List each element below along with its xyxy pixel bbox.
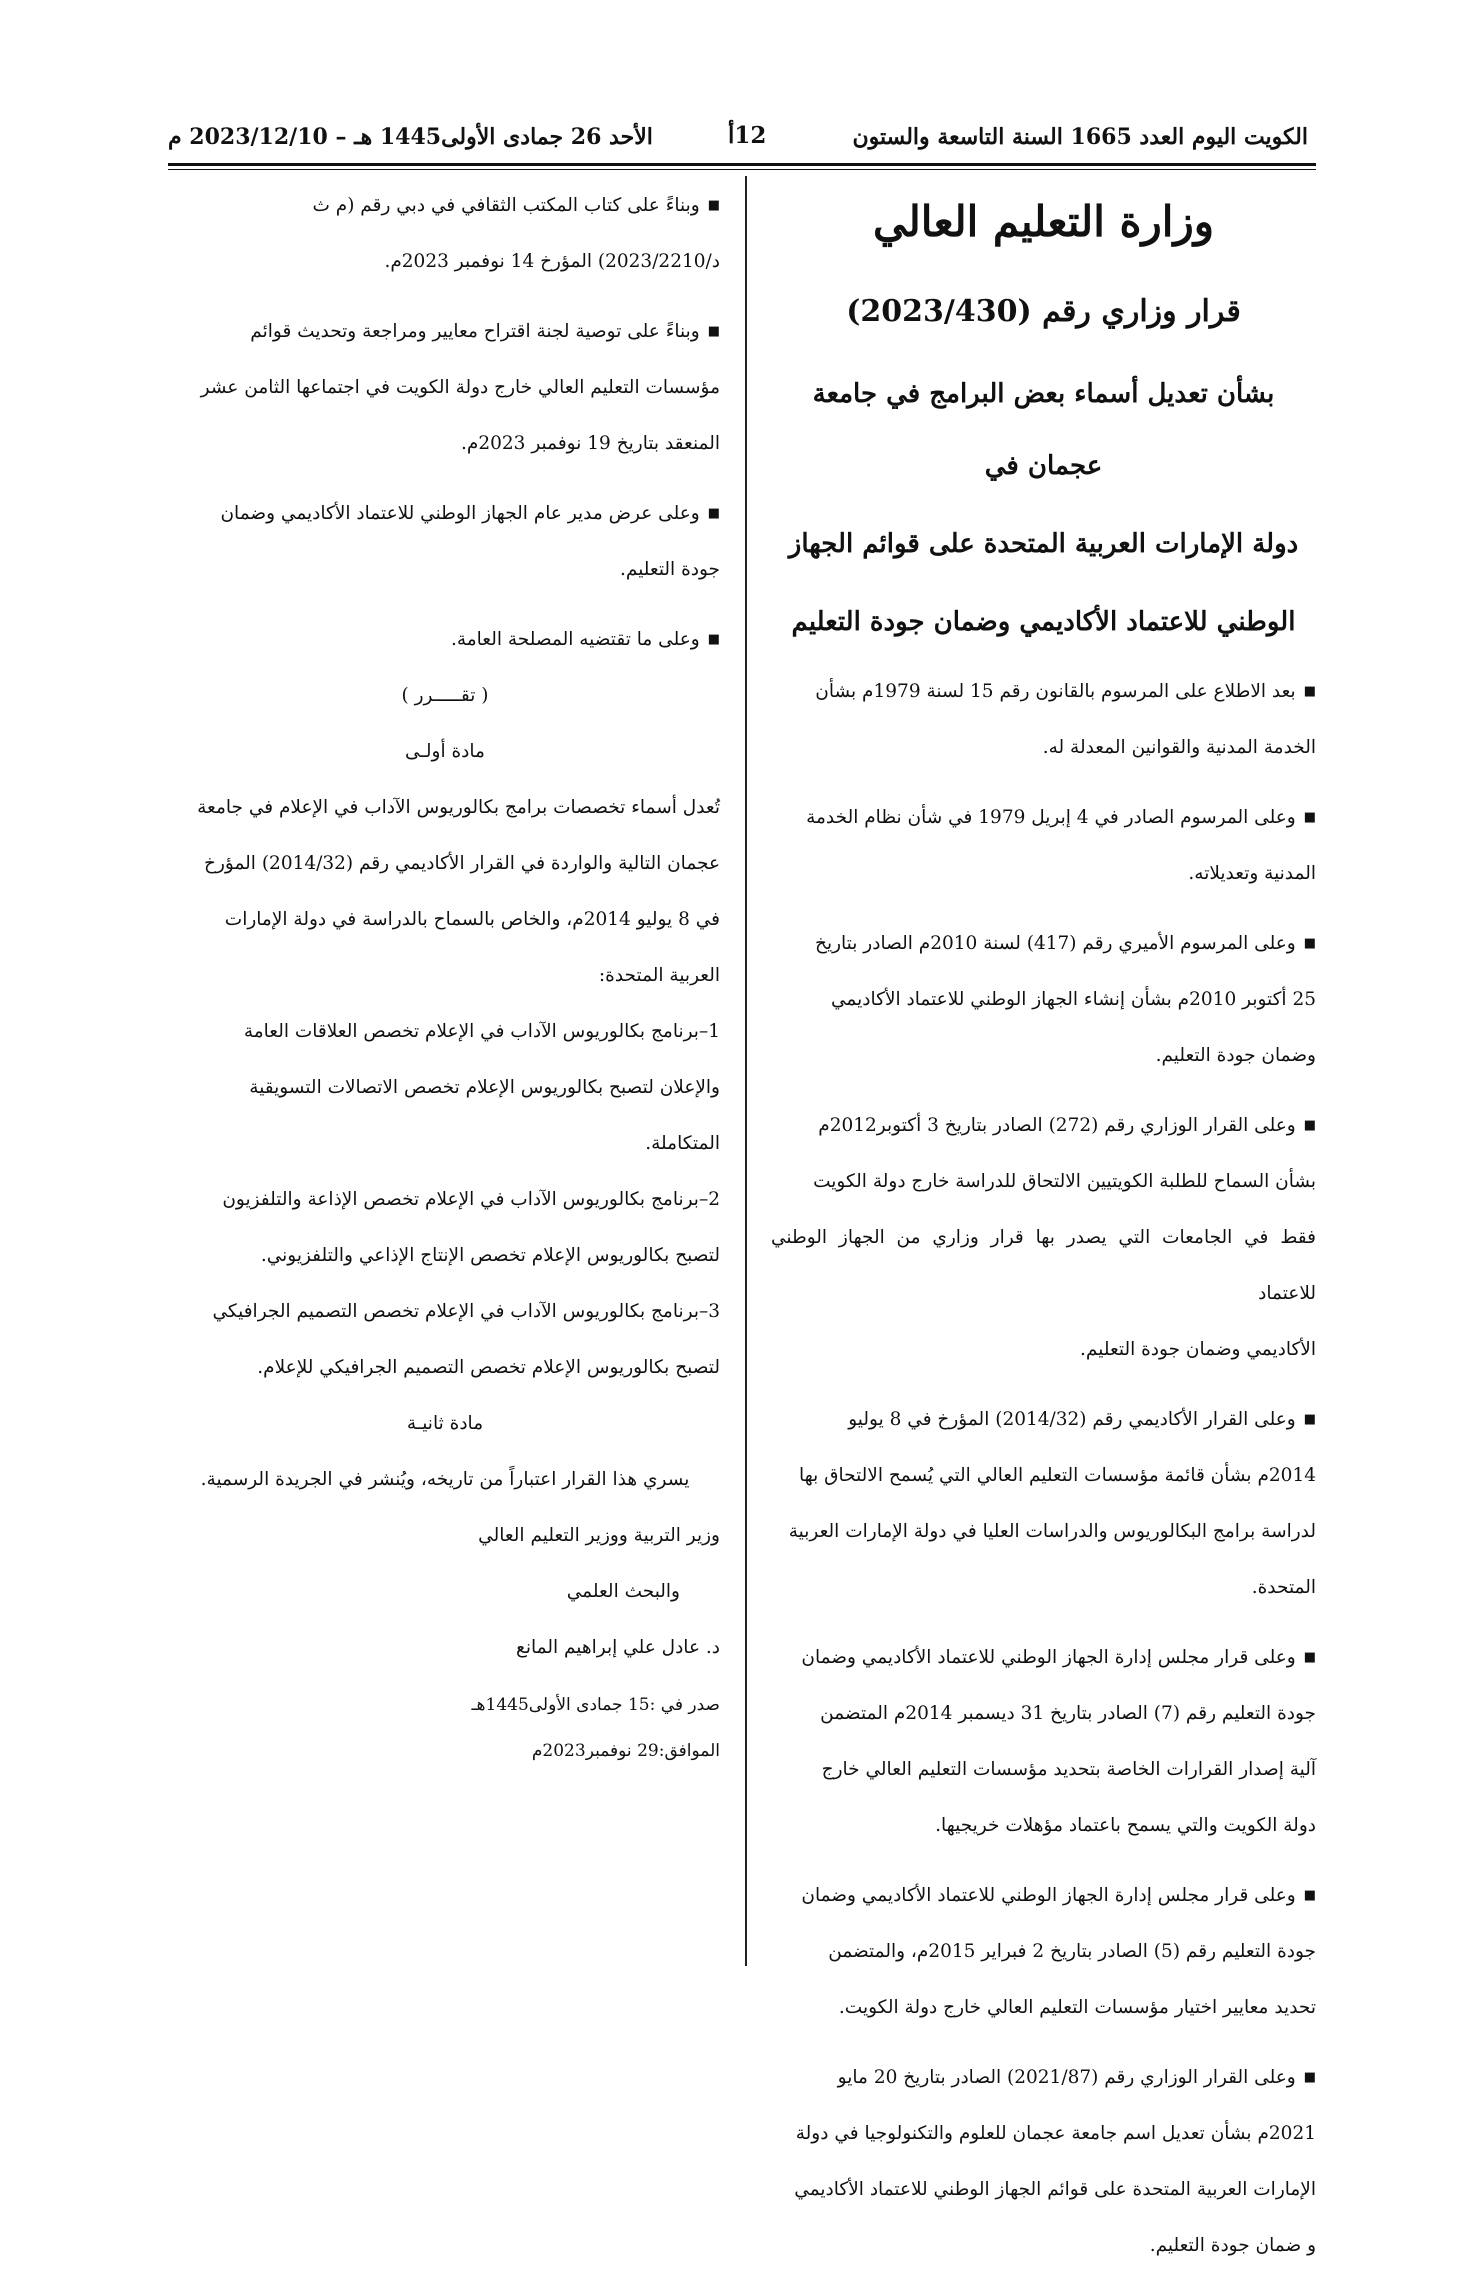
paragraph-line: 3–برنامج بكالوريوس الآداب في الإعلام تخصص التصميم الجرافيكي [212, 1301, 720, 1322]
signatory-title-cont: والبحث العلمي [566, 1581, 680, 1602]
subject-line: دولة الإمارات العربية المتحدة على قوائم الجهاز [788, 529, 1299, 559]
paragraph-line [771, 1742, 1316, 1798]
signatory-title: وزير التربية ووزير التعليم العالي [478, 1525, 720, 1546]
paragraph-line [771, 1686, 1316, 1742]
subject-line: الوطني للاعتماد الأكاديمي وضمان جودة التعليم [791, 607, 1296, 637]
line-text: جودة التعليم رقم (7) الصادر بتاريخ 31 ديسمبر 2014م المتضمن [820, 1703, 1316, 1724]
issue-date-gregorian: الموافق:29 نوفمبر2023م [531, 1741, 720, 1761]
line-text: وعلى ما تقتضيه المصلحة العامة. [450, 629, 700, 650]
bullet-icon: ■ [1303, 1118, 1316, 1133]
bullet-icon: ■ [707, 198, 720, 213]
line-text: وبناءً على كتاب المكتب الثقافي في دبي رقم (م ث [312, 195, 700, 216]
paragraph-line [170, 486, 720, 542]
page-header [168, 118, 1308, 162]
article-item [170, 1284, 720, 1396]
paragraph-gap [771, 902, 1316, 916]
recital-paragraph [170, 612, 720, 668]
paragraph-line [771, 1868, 1316, 1924]
signatory-name: د. عادل علي إبراهيم المانع [516, 1637, 720, 1658]
paragraph-line [771, 1630, 1316, 1686]
paragraph-line: 1–برنامج بكالوريوس الآداب في الإعلام تخصص العلاقات العامة [243, 1021, 720, 1042]
paragraph-gap [771, 1084, 1316, 1098]
paragraph-line: لتصبح بكالوريوس الإعلام تخصص الإنتاج الإذاعي والتلفزيوني. [260, 1245, 720, 1266]
paragraph-line: 2–برنامج بكالوريوس الآداب في الإعلام تخصص الإذاعة والتلفزيون [222, 1189, 720, 1210]
recital-paragraph [771, 1098, 1316, 1392]
recital-paragraph [771, 664, 1316, 790]
paragraph-gap [771, 1378, 1316, 1392]
line-text: وعلى القرار الأكاديمي رقم (2014/32) المؤرخ في 8 يوليو [848, 1409, 1296, 1430]
line-text: بعد الاطلاع على المرسوم بالقانون رقم 15 لسنة 1979م بشأن [815, 681, 1296, 702]
paragraph-line: تُعدل أسماء تخصصات برامج بكالوريوس الآداب في الإعلام في جامعة [197, 797, 720, 818]
recitals-left [170, 178, 720, 668]
paragraph-gap [771, 1616, 1316, 1630]
line-text: المدنية وتعديلاته. [1188, 863, 1316, 884]
bullet-icon: ■ [1303, 684, 1316, 699]
bullet-icon: ■ [1303, 936, 1316, 951]
article-item [170, 1004, 720, 1172]
paragraph-line [170, 360, 720, 416]
paragraph-line [771, 1448, 1316, 1504]
line-text: آلية إصدار القرارات الخاصة بتحديد مؤسسات التعليم العالي خارج [821, 1759, 1316, 1780]
article-2-heading: مادة ثانيـة [406, 1413, 484, 1434]
paragraph-line [771, 2106, 1316, 2162]
paragraph-line: المتكاملة. [645, 1133, 720, 1154]
right-column [771, 178, 1316, 2274]
article-1-intro [170, 780, 720, 1004]
line-text: د/2023/2210) المؤرخ 14 نوفمبر 2023م. [384, 251, 720, 272]
paragraph-gap [170, 598, 720, 612]
line-text: فقط في الجامعات التي يصدر بها قرار وزاري من الجهاز الوطني للاعتماد [771, 1227, 1316, 1304]
line-text: المنعقد بتاريخ 19 نوفمبر 2023م. [461, 433, 720, 454]
line-text: 25 أكتوبر 2010م بشأن إنشاء الجهاز الوطني للاعتماد الأكاديمي [831, 989, 1316, 1010]
bullet-icon: ■ [707, 506, 720, 521]
bullet-icon: ■ [1303, 1888, 1316, 1903]
paragraph-line [771, 846, 1316, 902]
paragraph-line [170, 612, 720, 668]
decides-heading: ( تقـــــرر ) [401, 685, 489, 706]
subject-line: بشأن تعديل أسماء بعض البرامج في جامعة عجمان في [812, 379, 1275, 481]
paragraph-gap [170, 290, 720, 304]
recital-paragraph [170, 486, 720, 612]
article-2-text: يسري هذا القرار اعتباراً من تاريخه، ويُنشر في الجريدة الرسمية. [200, 1469, 690, 1490]
line-text: وعلى المرسوم الأميري رقم (417) لسنة 2010م الصادر بتاريخ [815, 933, 1296, 954]
paragraph-line [771, 1980, 1316, 2036]
article-1-items [170, 1004, 720, 1396]
paragraph-gap [771, 1854, 1316, 1868]
line-text: وعلى قرار مجلس إدارة الجهاز الوطني للاعتماد الأكاديمي وضمان [801, 1885, 1296, 1906]
page-number: 12أ [728, 122, 767, 149]
paragraph-line [170, 178, 720, 234]
bullet-icon: ■ [1303, 1412, 1316, 1427]
recital-paragraph [170, 178, 720, 304]
paragraph-line [771, 1028, 1316, 1084]
article-1-heading: مادة أولـى [405, 741, 485, 762]
decree-subject [771, 358, 1316, 658]
paragraph-line [771, 720, 1316, 776]
line-text: الإمارات العربية المتحدة على قوائم الجهاز الوطني للاعتماد الأكاديمي [794, 2179, 1316, 2200]
line-text: 2014م بشأن قائمة مؤسسات التعليم العالي التي يُسمح الالتحاق بها [798, 1465, 1316, 1486]
left-column [170, 178, 720, 1774]
paragraph-line [771, 664, 1316, 720]
line-text: الأكاديمي وضمان جودة التعليم. [1080, 1339, 1316, 1360]
paragraph-line [771, 1098, 1316, 1154]
line-text: جودة التعليم رقم (5) الصادر بتاريخ 2 فبراير 2015م، والمتضمن [828, 1941, 1316, 1962]
bullet-icon: ■ [1303, 810, 1316, 825]
line-text: وعلى قرار مجلس إدارة الجهاز الوطني للاعتماد الأكاديمي وضمان [801, 1647, 1296, 1668]
paragraph-line [771, 1560, 1316, 1616]
recital-paragraph [771, 790, 1316, 916]
column-divider [745, 176, 747, 1966]
article-item [170, 1172, 720, 1284]
paragraph-line [170, 234, 720, 290]
header-rule-thin [168, 169, 1316, 170]
line-text: وعلى المرسوم الصادر في 4 إبريل 1979 في شأن نظام الخدمة [806, 807, 1296, 828]
recitals-right [771, 664, 1316, 2274]
paragraph-line [771, 1924, 1316, 1980]
paragraph-line [771, 972, 1316, 1028]
recital-paragraph [771, 1868, 1316, 2050]
paragraph-line [771, 790, 1316, 846]
gazette-issue-info: الكويت اليوم العدد 1665 السنة التاسعة والستون [852, 124, 1308, 150]
bullet-icon: ■ [1303, 1650, 1316, 1665]
line-text: و ضمان جودة التعليم. [1149, 2235, 1316, 2256]
line-text: تحديد معايير اختيار مؤسسات التعليم العالي خارج دولة الكويت. [838, 1997, 1316, 2018]
paragraph-line [170, 416, 720, 472]
recital-paragraph [170, 304, 720, 486]
paragraph-line [771, 2050, 1316, 2106]
paragraph-line [771, 1322, 1316, 1378]
paragraph-line [771, 1210, 1316, 1322]
line-text: وعلى القرار الوزاري رقم (2021/87) الصادر بتاريخ 20 مايو [837, 2067, 1296, 2088]
paragraph-gap [771, 2036, 1316, 2050]
paragraph-line [170, 542, 720, 598]
line-text: وعلى القرار الوزاري رقم (272) الصادر بتاريخ 3 أكتوبر2012م [818, 1115, 1296, 1136]
paragraph-line [771, 916, 1316, 972]
paragraph-line [771, 1504, 1316, 1560]
recital-paragraph [771, 2050, 1316, 2274]
line-text: 2021م بشأن تعديل اسم جامعة عجمان للعلوم والتكنولوجيا في دولة [795, 2123, 1316, 2144]
bullet-icon: ■ [707, 632, 720, 647]
bullet-icon: ■ [707, 324, 720, 339]
line-text: دولة الكويت والتي يسمح باعتماد مؤهلات خريجيها. [935, 1815, 1316, 1836]
paragraph-line [771, 1154, 1316, 1210]
line-text: بشأن السماح للطلبة الكويتيين الالتحاق للدراسة خارج دولة الكويت [813, 1171, 1316, 1192]
decree-number: قرار وزاري رقم (2023/430) [846, 294, 1241, 329]
header-rule-thick [168, 163, 1316, 166]
paragraph-line [771, 2218, 1316, 2274]
recital-paragraph [771, 916, 1316, 1098]
line-text: وضمان جودة التعليم. [1155, 1045, 1316, 1066]
paragraph-line [771, 1392, 1316, 1448]
line-text: وبناءً على توصية لجنة اقتراح معايير ومراجعة وتحديث قوائم [250, 321, 700, 342]
line-text: جودة التعليم. [620, 559, 720, 580]
paragraph-line: عجمان التالية والواردة في القرار الأكاديمي رقم (2014/32) المؤرخ [204, 853, 720, 874]
line-text: لدراسة برامج البكالوريوس والدراسات العليا في دولة الإمارات العربية [788, 1521, 1316, 1542]
paragraph-line: العربية المتحدة: [598, 965, 720, 986]
recital-paragraph [771, 1392, 1316, 1630]
line-text: الخدمة المدنية والقوانين المعدلة له. [1042, 737, 1316, 758]
ministry-title: وزارة التعليم العالي [872, 197, 1215, 246]
line-text: مؤسسات التعليم العالي خارج دولة الكويت في اجتماعها الثامن عشر [200, 377, 720, 398]
paragraph-gap [170, 472, 720, 486]
paragraph-line [170, 304, 720, 360]
bullet-icon: ■ [1303, 2070, 1316, 2085]
issue-date-hijri: صدر في :15 جمادى الأولى1445هـ [471, 1695, 720, 1715]
paragraph-line [771, 2162, 1316, 2218]
paragraph-line: في 8 يوليو 2014م، والخاص بالسماح بالدراسة في دولة الإمارات [224, 909, 720, 930]
recital-paragraph [771, 1630, 1316, 1868]
paragraph-line [771, 1798, 1316, 1854]
line-text: وعلى عرض مدير عام الجهاز الوطني للاعتماد الأكاديمي وضمان [220, 503, 700, 524]
paragraph-line: لتصبح بكالوريوس الإعلام تخصص التصميم الجرافيكي للإعلام. [257, 1357, 720, 1378]
paragraph-line: والإعلان لتصبح بكالوريوس الإعلام تخصص الاتصالات التسويقية [249, 1077, 720, 1098]
paragraph-gap [771, 776, 1316, 790]
line-text: المتحدة. [1251, 1577, 1316, 1598]
issue-date: الأحد 26 جمادى الأولى1445 هـ – 2023/12/10 م [168, 124, 653, 150]
